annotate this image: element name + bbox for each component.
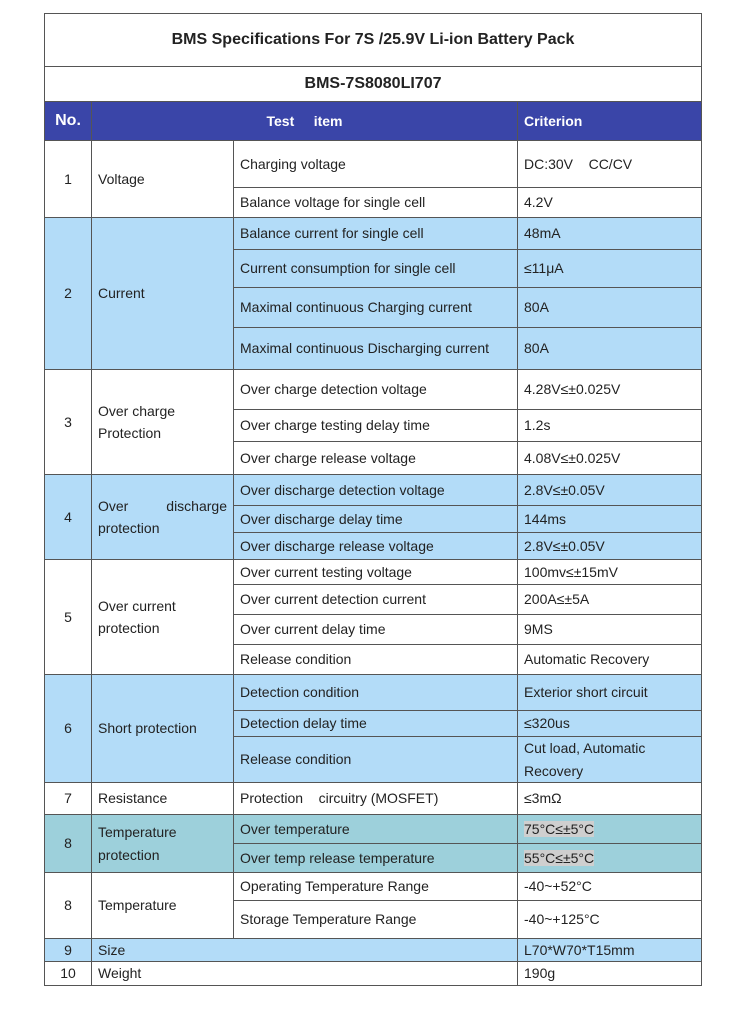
test-item: Detection condition bbox=[234, 675, 518, 711]
model-row bbox=[45, 67, 702, 102]
criterion-value: Exterior short circuit bbox=[518, 675, 702, 711]
row-number: 7 bbox=[45, 783, 92, 815]
criterion-highlight: 75°C≤±5°C bbox=[524, 820, 595, 837]
table-row bbox=[45, 218, 702, 250]
category-label bbox=[92, 370, 234, 475]
criterion-value: 100mv≤±15mV bbox=[518, 560, 702, 585]
test-item: Over discharge release voltage bbox=[234, 533, 518, 560]
category-line: protection bbox=[98, 846, 160, 863]
row-number: 8 bbox=[45, 815, 92, 873]
criterion-value: -40~+125°C bbox=[518, 901, 702, 939]
row-number: 3 bbox=[45, 370, 92, 475]
category-label: Size bbox=[92, 939, 518, 962]
criterion-value: L70*W70*T15mm bbox=[518, 939, 702, 962]
category-label: Current bbox=[92, 218, 234, 370]
row-number: 5 bbox=[45, 560, 92, 675]
category-line: Over charge bbox=[98, 402, 176, 419]
row-number: 2 bbox=[45, 218, 92, 370]
category-label bbox=[92, 560, 234, 675]
criterion-line: Recovery bbox=[524, 762, 584, 779]
test-item: Protection circuitry (MOSFET) bbox=[234, 783, 518, 815]
table-row bbox=[45, 560, 702, 585]
test-item: Maximal continuous Charging current bbox=[234, 288, 518, 328]
category-label: Weight bbox=[92, 962, 518, 985]
test-item: Over charge release voltage bbox=[234, 442, 518, 475]
test-item: Current consumption for single cell bbox=[234, 250, 518, 288]
category-label: Resistance bbox=[92, 783, 234, 815]
criterion-value: 80A bbox=[518, 288, 702, 328]
criterion-value: Automatic Recovery bbox=[518, 645, 702, 675]
test-item: Over temperature bbox=[234, 815, 518, 844]
criterion-line: Cut load, Automatic bbox=[524, 740, 646, 757]
test-item: Over discharge delay time bbox=[234, 506, 518, 533]
category-line: protection bbox=[98, 520, 160, 536]
row-number: 1 bbox=[45, 141, 92, 218]
title-row bbox=[45, 14, 702, 67]
table-row bbox=[45, 370, 702, 410]
table-row bbox=[45, 815, 702, 844]
criterion-value: ≤320us bbox=[518, 711, 702, 737]
criterion-value: 2.8V≤±0.05V bbox=[518, 475, 702, 506]
table-row bbox=[45, 873, 702, 901]
category-label bbox=[92, 475, 234, 560]
criterion-value: 80A bbox=[518, 328, 702, 370]
test-item: Detection delay time bbox=[234, 711, 518, 737]
criterion-value: 9MS bbox=[518, 615, 702, 645]
test-item: Over charge testing delay time bbox=[234, 410, 518, 442]
criterion-value: -40~+52°C bbox=[518, 873, 702, 901]
criterion-value: 190g bbox=[518, 962, 702, 985]
criterion-value: 1.2s bbox=[518, 410, 702, 442]
table-header bbox=[45, 102, 702, 141]
test-item: Over temp release temperature bbox=[234, 844, 518, 873]
test-item: Over current testing voltage bbox=[234, 560, 518, 585]
header-test-item: Test item bbox=[92, 102, 518, 141]
criterion-value: 4.08V≤±0.025V bbox=[518, 442, 702, 475]
criterion-value: 2.8V≤±0.05V bbox=[518, 533, 702, 560]
test-item: Over current detection current bbox=[234, 585, 518, 615]
criterion-value: DC:30V CC/CV bbox=[518, 141, 702, 188]
test-item: Balance voltage for single cell bbox=[234, 188, 518, 218]
model-number: BMS-7S8080LI707 bbox=[45, 67, 702, 102]
criterion-value: 48mA bbox=[518, 218, 702, 250]
test-item: Over discharge detection voltage bbox=[234, 475, 518, 506]
header-no: No. bbox=[45, 102, 92, 141]
row-number: 9 bbox=[45, 939, 92, 962]
test-item: Maximal continuous Discharging current bbox=[234, 328, 518, 370]
category-line: Protection bbox=[98, 425, 162, 441]
category-label: Voltage bbox=[92, 141, 234, 218]
criterion-value: 4.2V bbox=[518, 188, 702, 218]
test-item: Balance current for single cell bbox=[234, 218, 518, 250]
test-item: Storage Temperature Range bbox=[234, 901, 518, 939]
table-row bbox=[45, 962, 702, 985]
category-label: Temperature bbox=[92, 873, 234, 939]
criterion-value bbox=[518, 815, 702, 844]
table-row bbox=[45, 675, 702, 711]
criterion-value: ≤3mΩ bbox=[518, 783, 702, 815]
category-line: protection bbox=[98, 620, 160, 636]
criterion-value: 144ms bbox=[518, 506, 702, 533]
criterion-value bbox=[518, 844, 702, 873]
category-label bbox=[92, 815, 234, 873]
table-row bbox=[45, 939, 702, 962]
bms-spec-table bbox=[44, 13, 702, 986]
test-item: Over current delay time bbox=[234, 615, 518, 645]
category-line: Temperature bbox=[98, 824, 177, 841]
test-item: Charging voltage bbox=[234, 141, 518, 188]
criterion-value: 4.28V≤±0.025V bbox=[518, 370, 702, 410]
table-row bbox=[45, 783, 702, 815]
document-title: BMS Specifications For 7S /25.9V Li-ion Battery Pack bbox=[45, 14, 702, 67]
criterion-value: ≤11μA bbox=[518, 250, 702, 288]
test-item: Over charge detection voltage bbox=[234, 370, 518, 410]
row-number: 6 bbox=[45, 675, 92, 783]
test-item: Release condition bbox=[234, 645, 518, 675]
category-line: Over current bbox=[98, 597, 176, 614]
row-number: 8 bbox=[45, 873, 92, 939]
test-item: Operating Temperature Range bbox=[234, 873, 518, 901]
row-number: 10 bbox=[45, 962, 92, 985]
test-item: Release condition bbox=[234, 737, 518, 783]
criterion-highlight: 55°C≤±5°C bbox=[524, 849, 595, 866]
category-line: Over discharge bbox=[98, 497, 227, 514]
table-row bbox=[45, 475, 702, 506]
criterion-value bbox=[518, 737, 702, 783]
table-row bbox=[45, 141, 702, 188]
category-label: Short protection bbox=[92, 675, 234, 783]
header-criterion: Criterion bbox=[518, 102, 702, 141]
criterion-value: 200A≤±5A bbox=[518, 585, 702, 615]
row-number: 4 bbox=[45, 475, 92, 560]
